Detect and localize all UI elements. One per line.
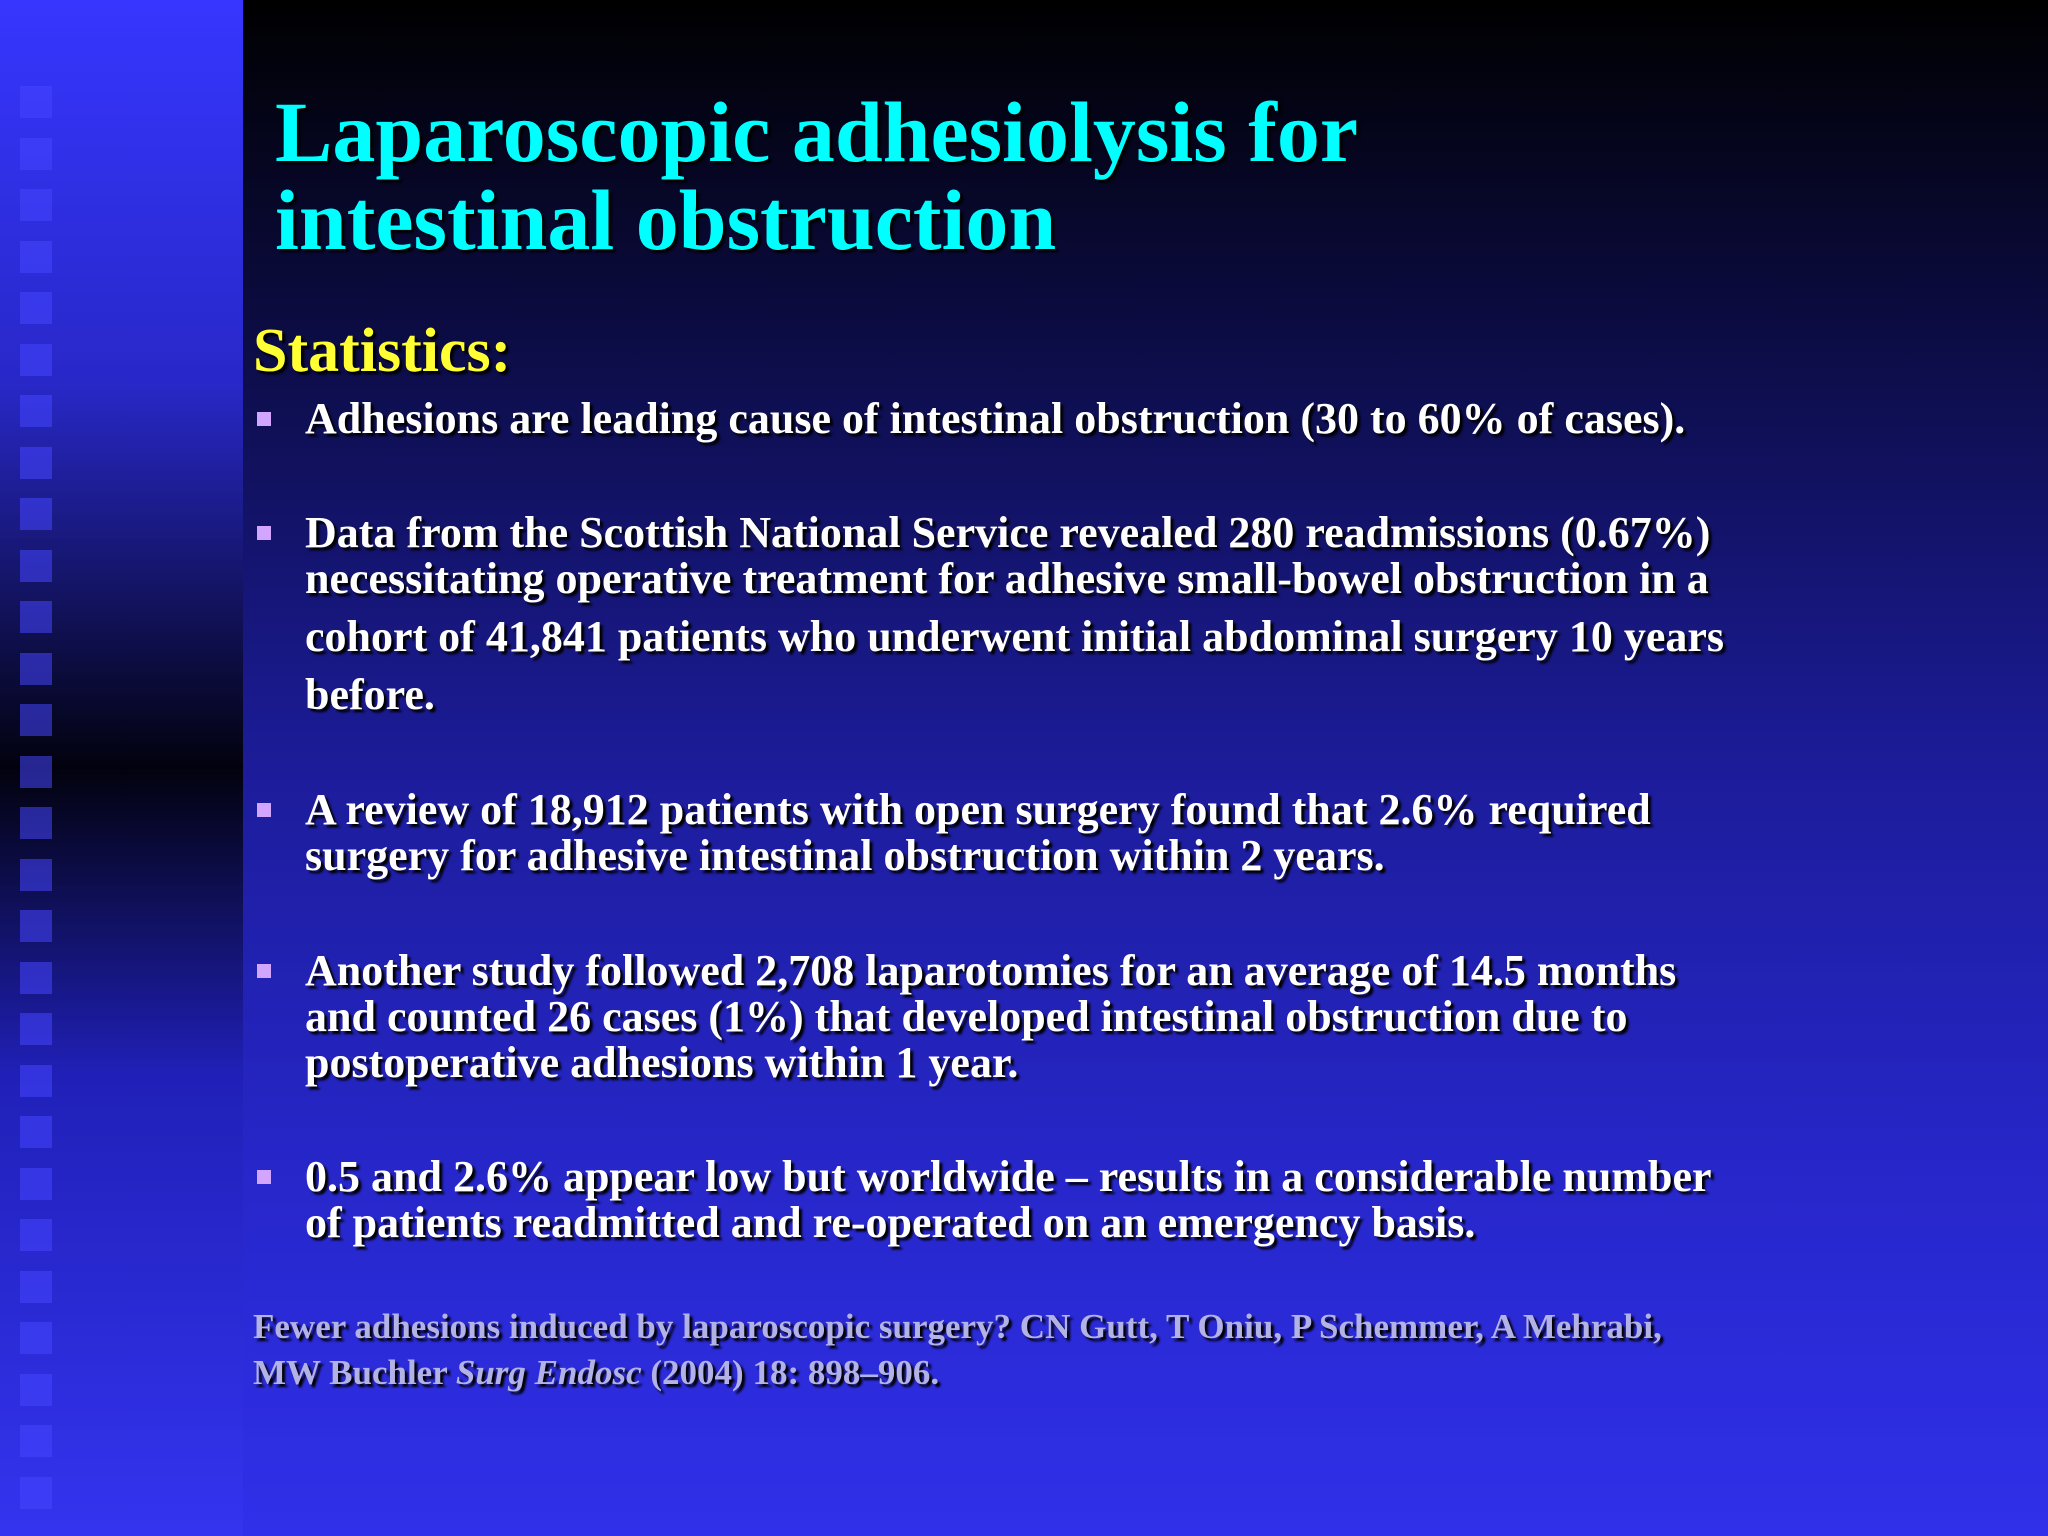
sidebar-square bbox=[20, 1322, 52, 1354]
sidebar-square bbox=[20, 1477, 52, 1509]
bullet-line: surgery for adhesive intestinal obstruction within 2 years. bbox=[305, 831, 1385, 880]
bullet-text bbox=[305, 1154, 2005, 1246]
bullet-line: Another study followed 2,708 laparotomies for an average of 14.5 months bbox=[305, 946, 1677, 995]
sidebar-square bbox=[20, 86, 52, 118]
sidebar-square bbox=[20, 138, 52, 170]
sidebar-square bbox=[20, 910, 52, 942]
sidebar-square bbox=[20, 241, 52, 273]
citation-line-1: Fewer adhesions induced by laparoscopic surgery? CN Gutt, T Oniu, P Schemmer, A Mehrabi, bbox=[253, 1307, 1662, 1346]
sidebar-square bbox=[20, 962, 52, 994]
citation-line-2 bbox=[253, 1350, 1973, 1396]
sidebar-square bbox=[20, 1013, 52, 1045]
sidebar-square bbox=[20, 189, 52, 221]
bullet-line: before. bbox=[305, 670, 435, 719]
bullet-line: of patients readmitted and re-operated on an emergency basis. bbox=[305, 1198, 1476, 1247]
bullet-line: Data from the Scottish National Service revealed 280 readmissions (0.67%) bbox=[305, 508, 1711, 557]
bullet-line: postoperative adhesions within 1 year. bbox=[305, 1038, 1019, 1087]
section-heading: Statistics: bbox=[253, 317, 512, 385]
sidebar-square bbox=[20, 859, 52, 891]
sidebar-square bbox=[20, 1116, 52, 1148]
sidebar-square bbox=[20, 292, 52, 324]
slide-title-line-1: Laparoscopic adhesiolysis for bbox=[275, 84, 1359, 180]
sidebar-square bbox=[20, 1219, 52, 1251]
sidebar-square bbox=[20, 1374, 52, 1406]
slide-title-line-2: intestinal obstruction bbox=[275, 172, 1057, 268]
citation-authors: MW Buchler bbox=[253, 1353, 456, 1392]
bullet-text bbox=[305, 787, 2005, 879]
square-bullet-icon bbox=[257, 412, 271, 426]
bullet-text bbox=[305, 948, 2005, 1086]
bullet-text bbox=[305, 396, 2005, 442]
citation bbox=[253, 1304, 1973, 1396]
sidebar-square bbox=[20, 807, 52, 839]
sidebar-square bbox=[20, 756, 52, 788]
square-bullet-icon bbox=[257, 964, 271, 978]
bullet-line: and counted 26 cases (1%) that developed intestinal obstruction due to bbox=[305, 992, 1628, 1041]
sidebar-square bbox=[20, 653, 52, 685]
slide-title bbox=[275, 84, 1975, 268]
bullet-line: Adhesions are leading cause of intestinal obstruction (30 to 60% of cases). bbox=[305, 394, 1686, 443]
bullet-text bbox=[305, 510, 2005, 718]
sidebar-square bbox=[20, 550, 52, 582]
bullet-line: A review of 18,912 patients with open surgery found that 2.6% required bbox=[305, 785, 1651, 834]
bullet-line: cohort of 41,841 patients who underwent initial abdominal surgery 10 years bbox=[305, 612, 1724, 661]
sidebar-square bbox=[20, 498, 52, 530]
sidebar-square bbox=[20, 1425, 52, 1457]
sidebar-square bbox=[20, 344, 52, 376]
sidebar-square bbox=[20, 601, 52, 633]
sidebar-square bbox=[20, 1168, 52, 1200]
square-bullet-icon bbox=[257, 803, 271, 817]
bullet-line: necessitating operative treatment for adhesive small-bowel obstruction in a bbox=[305, 554, 1709, 603]
bullet-line: 0.5 and 2.6% appear low but worldwide – results in a considerable number bbox=[305, 1152, 1712, 1201]
citation-volume: (2004) 18: 898–906. bbox=[641, 1353, 940, 1392]
sidebar-square bbox=[20, 447, 52, 479]
sidebar-square bbox=[20, 395, 52, 427]
decorative-sidebar bbox=[0, 0, 243, 1536]
sidebar-square bbox=[20, 1271, 52, 1303]
sidebar-square-pattern bbox=[20, 86, 52, 1526]
sidebar-square bbox=[20, 704, 52, 736]
square-bullet-icon bbox=[257, 1170, 271, 1184]
sidebar-square bbox=[20, 1065, 52, 1097]
citation-journal: Surg Endosc bbox=[455, 1353, 642, 1392]
square-bullet-icon bbox=[257, 526, 271, 540]
